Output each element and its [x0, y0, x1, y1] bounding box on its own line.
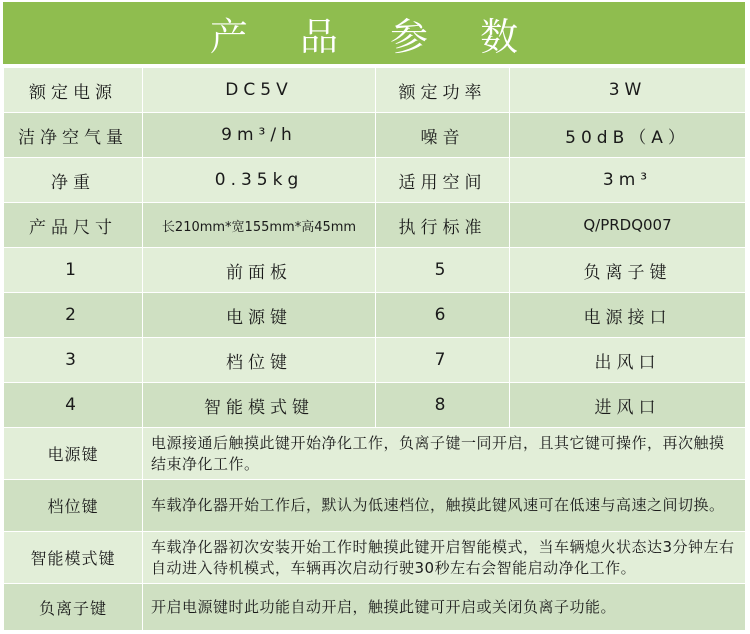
- spec-label: 产品尺寸: [4, 203, 143, 248]
- table-row: [4, 532, 746, 584]
- part-name: 进风口: [510, 383, 746, 428]
- function-label: 智能模式键: [4, 532, 143, 584]
- function-description: 车载净化器开始工作后，默认为低速档位，触摸此键风速可在低速与高速之间切换。: [143, 480, 746, 532]
- spec-value: 长210mm*宽155mm*高45mm: [143, 203, 376, 248]
- part-number: 5: [376, 248, 510, 293]
- spec-value: 0.35kg: [143, 158, 376, 203]
- spec-label: 洁净空气量: [4, 113, 143, 158]
- part-name: 前面板: [143, 248, 376, 293]
- part-name: 电源接口: [510, 293, 746, 338]
- part-number: 4: [4, 383, 143, 428]
- function-description: 电源接通后触摸此键开始净化工作，负离子键一同开启，且其它键可操作，再次触摸结束净化工作。: [143, 428, 746, 480]
- spec-value: 3W: [510, 68, 746, 113]
- table-row: [4, 480, 746, 532]
- part-number: 3: [4, 338, 143, 383]
- part-number: 6: [376, 293, 510, 338]
- page-title: 产 品 参 数: [3, 2, 745, 64]
- part-name: 负离子键: [510, 248, 746, 293]
- spec-value: Q/PRDQ007: [510, 203, 746, 248]
- function-label: 负离子键: [4, 584, 143, 631]
- table-row: [4, 383, 746, 428]
- spec-value: 50dB（A）: [510, 113, 746, 158]
- table-row: [4, 113, 746, 158]
- table-row: [4, 584, 746, 631]
- function-label: 电源键: [4, 428, 143, 480]
- params-table: [3, 67, 746, 631]
- table-row: [4, 293, 746, 338]
- part-number: 1: [4, 248, 143, 293]
- spec-label: 额定功率: [376, 68, 510, 113]
- table-row: [4, 428, 746, 480]
- table-row: [4, 68, 746, 113]
- part-number: 8: [376, 383, 510, 428]
- spec-label: 执行标准: [376, 203, 510, 248]
- spec-label: 净重: [4, 158, 143, 203]
- part-name: 电源键: [143, 293, 376, 338]
- spec-value: 9m³/h: [143, 113, 376, 158]
- function-description: 车载净化器初次安装开始工作时触摸此键开启智能模式，当车辆熄火状态达3分钟左右自动进入待机模式，车辆再次启动行驶30秒左右会智能启动净化工作。: [143, 532, 746, 584]
- part-number: 7: [376, 338, 510, 383]
- table-row: [4, 203, 746, 248]
- function-description: 开启电源键时此功能自动开启，触摸此键可开启或关闭负离子功能。: [143, 584, 746, 631]
- spec-label: 适用空间: [376, 158, 510, 203]
- function-label: 档位键: [4, 480, 143, 532]
- part-name: 出风口: [510, 338, 746, 383]
- part-number: 2: [4, 293, 143, 338]
- part-name: 档位键: [143, 338, 376, 383]
- table-row: [4, 158, 746, 203]
- spec-label: 额定电源: [4, 68, 143, 113]
- spec-value: DC5V: [143, 68, 376, 113]
- table-row: [4, 338, 746, 383]
- part-name: 智能模式键: [143, 383, 376, 428]
- spec-value: 3m³: [510, 158, 746, 203]
- table-row: [4, 248, 746, 293]
- spec-label: 噪音: [376, 113, 510, 158]
